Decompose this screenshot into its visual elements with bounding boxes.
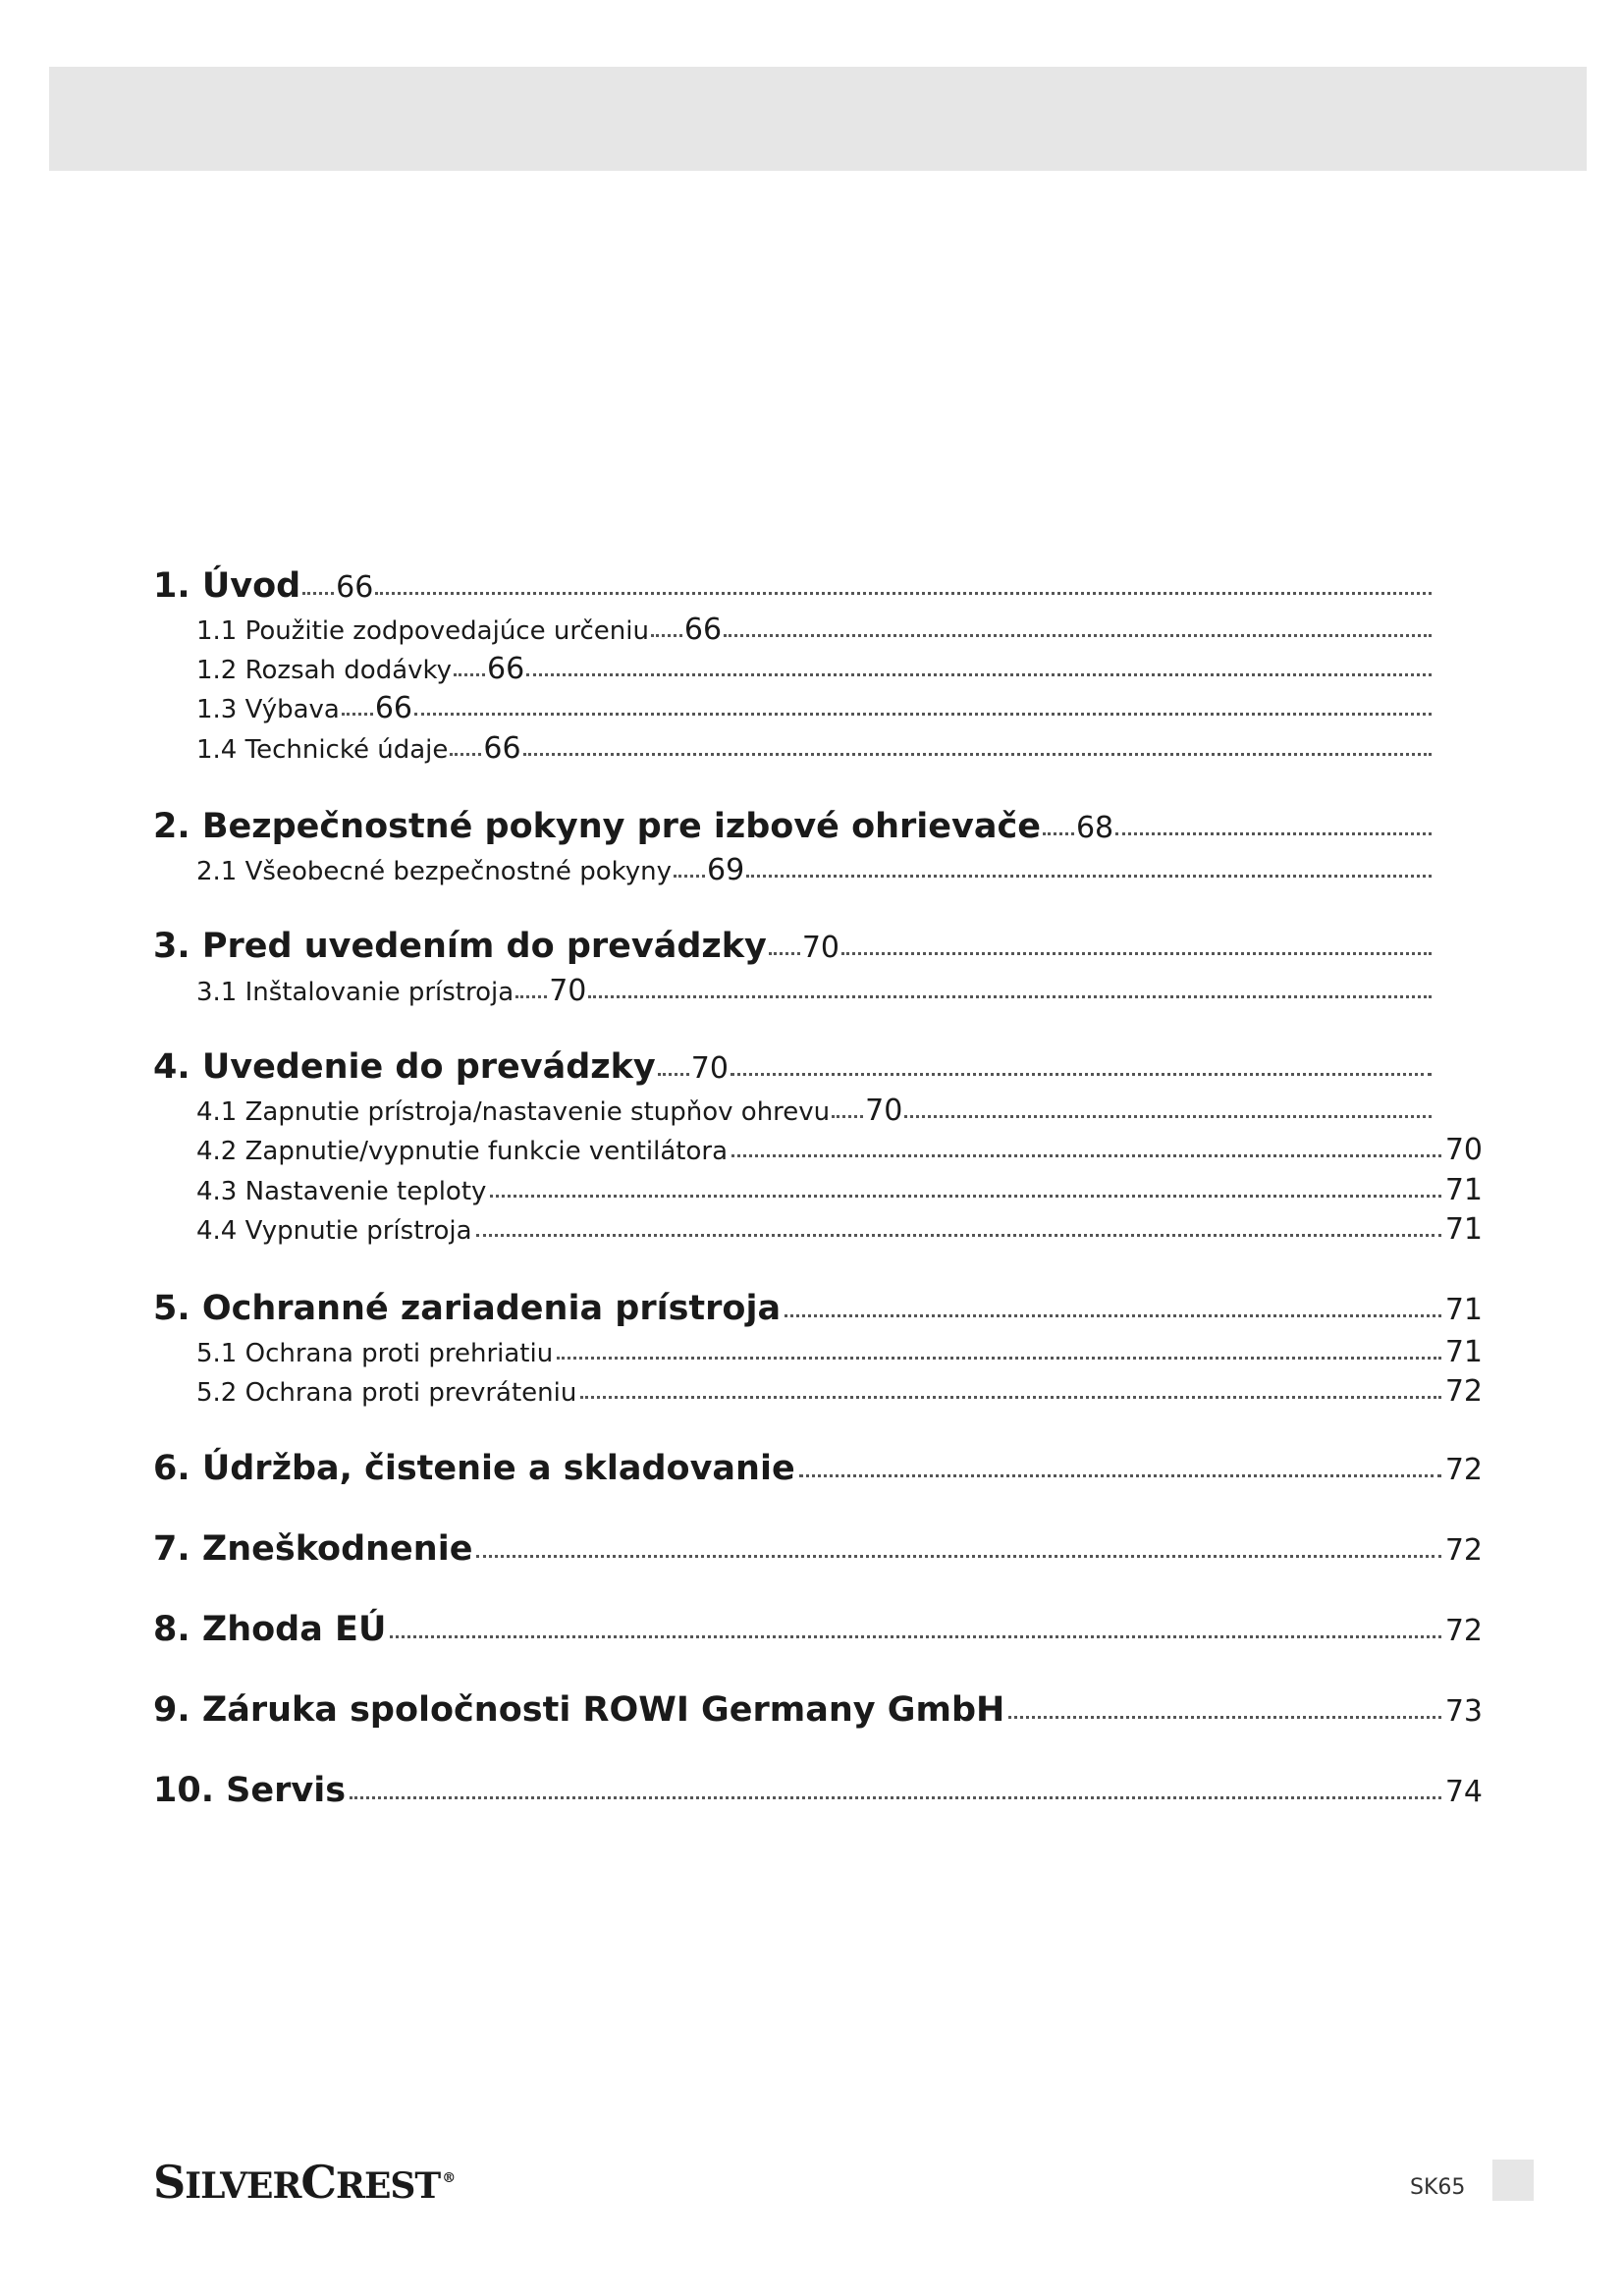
toc-dot-leader [731,1039,1432,1076]
toc-page-number: 66 [336,570,374,605]
toc-dot-leader [523,727,1432,756]
toc-page-number: 66 [487,652,525,686]
toc-title: 10. Servis [153,1771,347,1810]
toc-chapter[interactable] [153,800,1435,846]
toc-dot-leader [476,1208,1441,1237]
brand-logo-letters: REST [336,2165,441,2207]
toc-title: 5. Ochranné zariadenia prístroja [153,1289,782,1328]
toc-dot-leader [390,1601,1440,1638]
toc-page-number: 73 [1444,1694,1483,1729]
toc-subsection[interactable] [196,729,1435,766]
header-bar [49,67,1587,171]
toc-title: 4.3 Nastavenie teploty [196,1177,487,1206]
toc-page-number: 70 [1444,1133,1483,1167]
toc-title: 4.4 Vypnutie prístroja [196,1216,472,1246]
page-number-box [1492,2160,1534,2201]
toc-subsection[interactable] [196,1333,1483,1369]
toc-page-number: 72 [1444,1374,1483,1409]
registered-mark: ® [442,2169,456,2186]
toc-chapter[interactable] [153,1041,1435,1087]
toc-page-number: 70 [801,931,840,965]
toc-dot-leader [557,1331,1441,1360]
toc-dot-leader [350,1762,1441,1799]
toc-subsection[interactable] [196,611,1435,647]
toc-subsection[interactable] [196,1131,1483,1167]
brand-logo-letters: ILVER [185,2165,301,2207]
toc-dot-leader-short [302,558,334,595]
toc-page-number: 66 [483,731,521,766]
toc-title: 1.3 Výbava [196,695,340,724]
toc-title: 8. Zhoda EÚ [153,1610,387,1649]
toc-title: 6. Údržba, čistenie a skladovanie [153,1449,795,1488]
toc-title: 7. Zneškodnenie [153,1529,473,1569]
toc-dot-leader [580,1370,1440,1399]
toc-dot-leader [799,1440,1441,1477]
toc-title: 1.2 Rozsah dodávky [196,656,453,685]
toc-dot-leader-short [651,609,682,637]
toc-page-number: 74 [1444,1775,1483,1809]
toc-chapter[interactable] [153,1764,1483,1810]
toc-dot-leader-short [450,727,481,756]
toc-page-number: 66 [683,613,723,647]
toc-title: 4. Uvedenie do prevádzky [153,1047,656,1087]
toc-dot-leader [414,687,1432,716]
toc-subsection[interactable] [196,689,1435,725]
toc-subsection[interactable] [196,1171,1483,1207]
toc-subsection[interactable] [196,1210,1483,1247]
toc-page-number: 69 [706,853,745,887]
toc-dot-leader [490,1169,1440,1198]
toc-chapter[interactable] [153,1522,1483,1569]
model-code: SK65 [1410,2175,1466,2200]
toc-page-number: 71 [1444,1293,1483,1327]
toc-title: 1.4 Technické údaje [196,735,449,765]
toc-dot-leader-short [515,970,547,998]
toc-dot-leader [841,918,1432,955]
toc-subsection[interactable] [196,851,1435,887]
toc-dot-leader [904,1090,1432,1118]
toc-dot-leader [1115,798,1432,835]
toc-chapter[interactable] [153,560,1435,606]
toc-title: 9. Záruka spoločnosti ROWI Germany GmbH [153,1690,1005,1730]
toc-dot-leader-short [342,687,373,716]
toc-chapter[interactable] [153,1282,1483,1328]
toc-page-number: 71 [1444,1212,1483,1247]
toc-title: 1.1 Použitie zodpovedajúce určeniu [196,616,649,646]
toc-chapter[interactable] [153,1683,1483,1730]
toc-page-number: 70 [549,974,587,1008]
toc-dot-leader-short [658,1039,689,1076]
toc-title: 3.1 Inštalovanie prístroja [196,978,514,1007]
toc-dot-leader-short [454,648,485,676]
toc-title: 1. Úvod [153,566,301,606]
toc-title: 4.2 Zapnutie/vypnutie funkcie ventilátora [196,1137,729,1166]
toc-title: 3. Pred uvedením do prevádzky [153,927,767,966]
toc-subsection[interactable] [196,1372,1483,1409]
toc-dot-leader-short [832,1090,863,1118]
toc-dot-leader-short [769,918,800,955]
toc-subsection[interactable] [196,1092,1435,1128]
toc-page-number: 72 [1444,1614,1483,1648]
toc-dot-leader [731,1129,1441,1157]
toc-page-number: 70 [865,1094,903,1128]
brand-logo-letter: C [300,2156,337,2209]
toc-dot-leader-short [674,849,705,878]
brand-logo [153,2156,455,2209]
toc-page-number: 71 [1444,1335,1483,1369]
toc-page-number: 66 [374,691,413,725]
toc-page-number: 72 [1444,1533,1483,1568]
toc-dot-leader [476,1521,1440,1558]
toc-title: 2.1 Všeobecné bezpečnostné pokyny [196,857,672,886]
toc-dot-leader [724,609,1432,637]
toc-dot-leader [785,1280,1441,1317]
toc-dot-leader [1008,1682,1441,1719]
toc-dot-leader [375,558,1432,595]
toc-subsection[interactable] [196,972,1435,1008]
toc-chapter[interactable] [153,1603,1483,1649]
toc-dot-leader [588,970,1432,998]
toc-dot-leader [526,648,1432,676]
toc-chapter[interactable] [153,1442,1483,1488]
toc-subsection[interactable] [196,650,1435,686]
toc-title: 5.1 Ochrana proti prehriatiu [196,1339,554,1368]
toc-chapter[interactable] [153,920,1435,966]
toc-page-number: 71 [1444,1173,1483,1207]
toc-dot-leader [746,849,1432,878]
toc-page-number: 72 [1444,1453,1483,1487]
toc-dot-leader-short [1043,798,1074,835]
toc-page-number: 70 [690,1051,729,1086]
toc-title: 2. Bezpečnostné pokyny pre izbové ohrievače [153,807,1041,846]
toc-title: 5.2 Ochrana proti prevráteniu [196,1378,577,1408]
toc-title: 4.1 Zapnutie prístroja/nastavenie stupňov ohrevu [196,1097,831,1127]
brand-logo-letter: S [153,2156,186,2209]
toc-page-number: 68 [1075,811,1114,845]
